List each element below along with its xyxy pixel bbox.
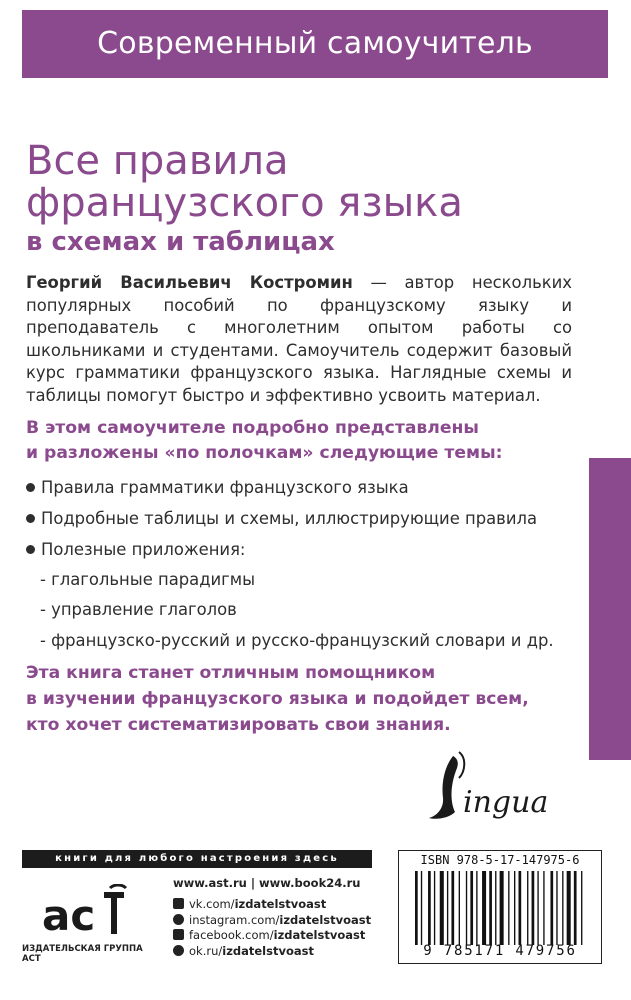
closing-line-1: Эта книга станет отличным помощником <box>26 663 436 683</box>
book-title <box>26 140 606 258</box>
lingua-logo <box>423 748 563 828</box>
social-link-vk[interactable]: vk.com/izdatelstvoast <box>173 897 371 913</box>
social-links <box>173 897 371 959</box>
social-link-facebook[interactable]: facebook.com/izdatelstvoast <box>173 928 371 944</box>
sub-list-item: - управление глаголов <box>40 600 237 619</box>
barcode-digits: 9 785171 479756 <box>423 943 577 959</box>
instagram-icon <box>173 914 184 925</box>
title-line-2: французского языка <box>26 180 463 226</box>
ok-icon <box>173 945 184 956</box>
series-title: Современный самоучитель <box>97 26 533 61</box>
facebook-icon <box>173 929 184 940</box>
sub-list-item: - глагольные парадигмы <box>40 570 256 589</box>
isbn-box <box>398 850 602 964</box>
svg-text:ingua: ingua <box>463 785 549 820</box>
vk-icon <box>173 898 184 909</box>
topics-heading-line-1: В этом самоучителе подробно представлены <box>26 418 479 438</box>
list-item: Правила грамматики французского языка <box>26 478 409 497</box>
ast-logo <box>40 884 132 942</box>
list-item: Полезные приложения: <box>26 540 245 559</box>
series-banner <box>22 10 608 78</box>
topics-heading-line-2: и разложены «по полочкам» следующие темы: <box>26 443 503 463</box>
barcode-icon <box>413 871 593 945</box>
social-link-instagram[interactable]: instagram.com/izdatelstvoast <box>173 913 371 929</box>
bullet-icon <box>26 483 35 492</box>
websites: www.ast.ru | www.book24.ru <box>173 876 361 890</box>
closing-line-3: кто хочет систематизировать свои знания. <box>26 715 451 735</box>
sub-list-item: - французско-русский и русско-французский словари и др. <box>40 631 554 650</box>
title-line-1: Все правила <box>26 138 289 184</box>
isbn-label: ISBN 978-5-17-147975-6 <box>420 853 580 867</box>
intro-paragraph <box>26 272 572 407</box>
intro-text: — автор нескольких популярных пособий по французскому языку и преподаватель с многолетним опытом работы со школьниками и студентами. Самоучитель содержит базовый курс грамматики французского языка. Наглядные схемы и таблицы помогут быстро и эффективно усвоить материал. <box>26 273 572 405</box>
slogan-strip: книги для любого настроения здесь <box>22 850 372 868</box>
publisher-label: ИЗДАТЕЛЬСКАЯ ГРУППА АСТ <box>22 944 143 964</box>
closing-line-2: в изучении французского языка и подойдет всем, <box>26 689 529 709</box>
bullet-icon <box>26 514 35 523</box>
side-tab <box>589 458 631 760</box>
svg-text:ас: ас <box>42 891 96 940</box>
topics-heading <box>26 416 586 466</box>
social-link-ok[interactable]: ok.ru/izdatelstvoast <box>173 944 371 960</box>
closing-statement <box>26 660 586 738</box>
book-subtitle: в схемах и таблицах <box>26 227 335 257</box>
list-item: Подробные таблицы и схемы, иллюстрирующие правила <box>26 509 537 528</box>
bullet-icon <box>26 545 35 554</box>
author-name: Георгий Васильевич Костромин <box>26 273 353 292</box>
